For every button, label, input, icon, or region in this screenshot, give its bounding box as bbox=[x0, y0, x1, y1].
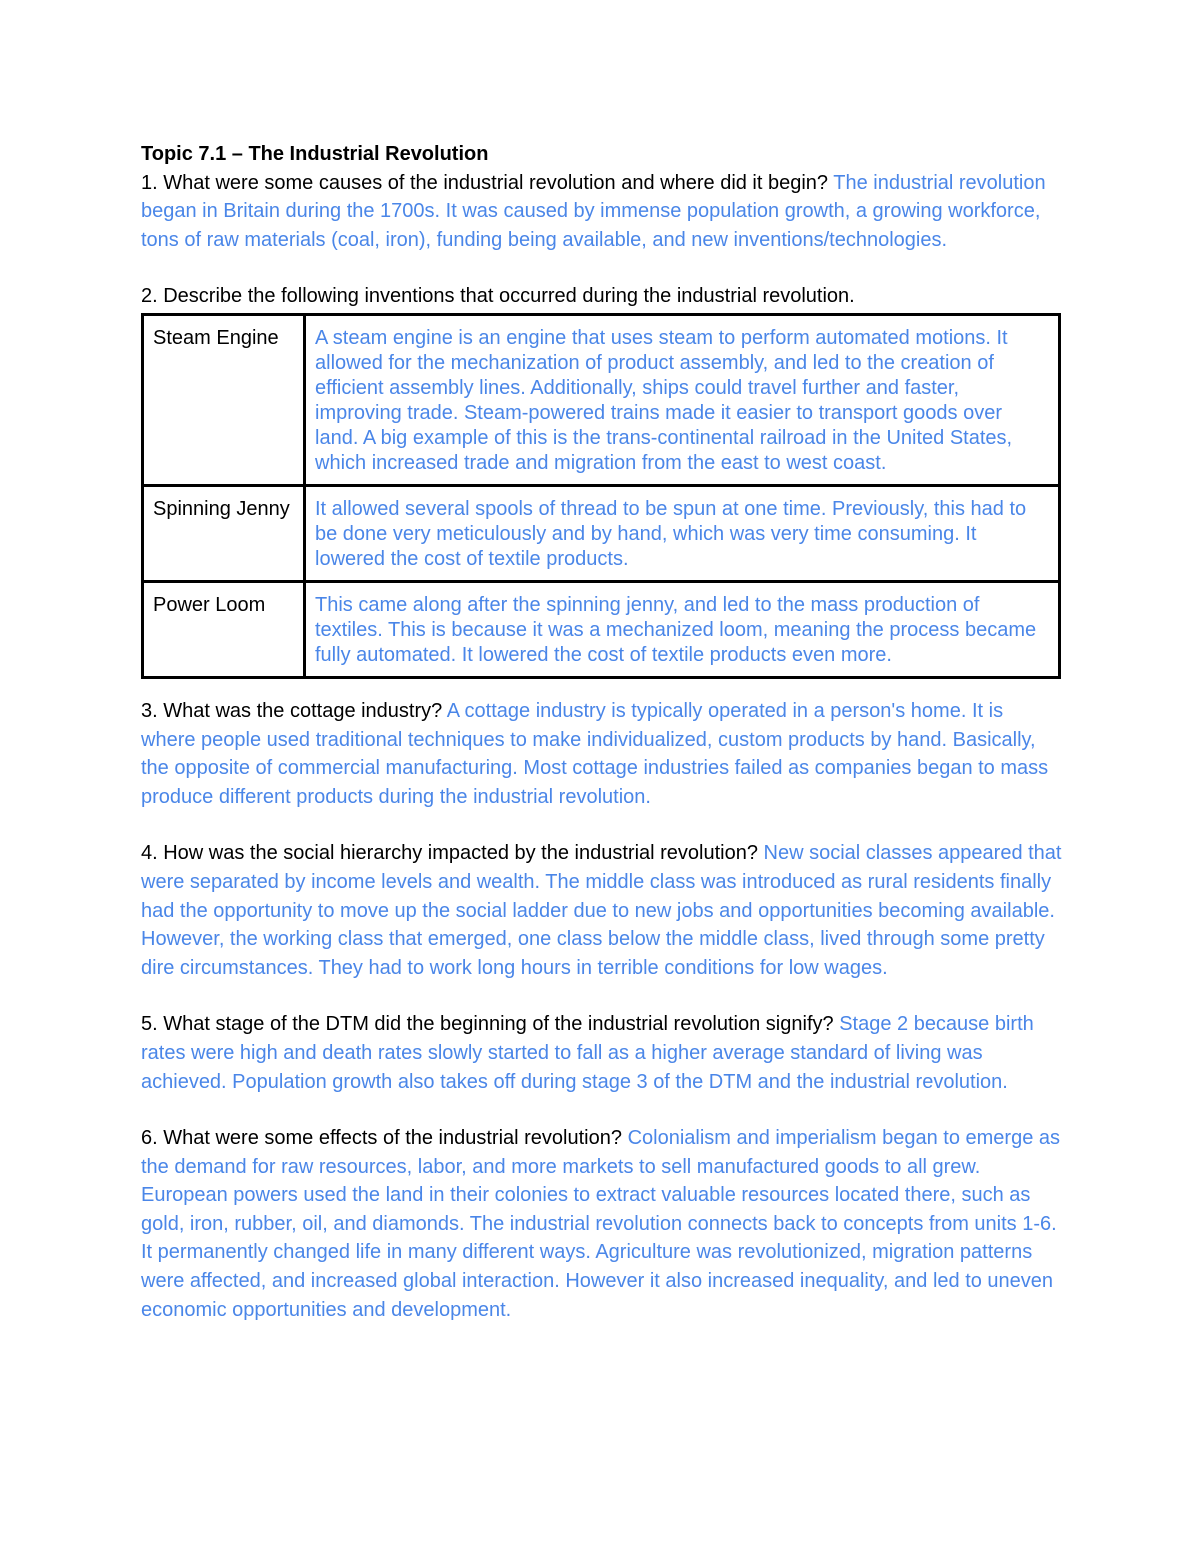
question-4-text: 4. How was the social hierarchy impacted by the industrial revolution? bbox=[141, 842, 758, 865]
invention-name: Spinning Jenny bbox=[143, 485, 305, 581]
table-row bbox=[143, 581, 1060, 677]
question-3-text: 3. What was the cottage industry? bbox=[141, 699, 443, 722]
invention-description: It allowed several spools of thread to be spun at one time. Previously, this had to be done very meticulously and by hand, which was very time consuming. It lowered the cost of textile products. bbox=[305, 485, 1060, 581]
question-2-text: 2. Describe the following inventions that occurred during the industrial revolution. bbox=[141, 285, 855, 308]
table-row bbox=[143, 485, 1060, 581]
document-page bbox=[141, 140, 1063, 1324]
question-1 bbox=[141, 169, 1063, 255]
question-5-text: 5. What stage of the DTM did the beginning of the industrial revolution signify? bbox=[141, 1013, 834, 1036]
invention-name: Power Loom bbox=[143, 581, 305, 677]
question-3 bbox=[141, 697, 1063, 811]
answer-3: A cottage industry is typically operated in a person's home. It is where people used traditional techniques to make individualized, custom products by hand. Basically, the opposite of commercial manufacturing. Most cottage industries failed as companies began to mass produce different products during the industrial revolution. bbox=[141, 699, 1049, 808]
question-1-text: 1. What were some causes of the industrial revolution and where did it begin? bbox=[141, 171, 829, 194]
answer-4: New social classes appeared that were separated by income levels and wealth. The middle class was introduced as rural residents finally had the opportunity to move up the social ladder due to new jobs and opportunities becoming available. However, the working class that emerged, one class below the middle class, lived through some pretty dire circumstances. They had to work long hours in terrible conditions for low wages. bbox=[141, 842, 1062, 979]
answer-6: Colonialism and imperialism began to emerge as the demand for raw resources, labor, and more markets to sell manufactured goods to all grew. European powers used the land in their colonies to extract valuable resources located there, such as gold, iron, rubber, oil, and diamonds. The industrial revolution connects back to concepts from units 1-6. It permanently changed life in many different ways. Agriculture was revolutionized, migration patterns were affected, and increased global interaction. However it also increased inequality, and led to uneven economic opportunities and development. bbox=[141, 1127, 1060, 1321]
invention-description: This came along after the spinning jenny, and led to the mass production of textiles. This is because it was a mechanized loom, meaning the process became fully automated. It lowered the cost of textile products even more. bbox=[305, 581, 1060, 677]
page-title: Topic 7.1 – The Industrial Revolution bbox=[141, 143, 489, 165]
question-6 bbox=[141, 1124, 1063, 1324]
question-4 bbox=[141, 839, 1063, 982]
inventions-table bbox=[141, 313, 1061, 679]
answer-5: Stage 2 because birth rates were high and death rates slowly started to fall as a higher average standard of living was achieved. Population growth also takes off during stage 3 of the DTM and the industrial revolution. bbox=[141, 1013, 1034, 1093]
answer-1: The industrial revolution began in Britain during the 1700s. It was caused by immense population growth, a growing workforce, tons of raw materials (coal, iron), funding being available, and new inventions/technologies. bbox=[141, 171, 1046, 251]
invention-description: A steam engine is an engine that uses steam to perform automated motions. It allowed for the mechanization of product assembly, and led to the creation of efficient assembly lines. Additionally, ships could travel further and faster, improving trade. Steam-powered trains made it easier to transport goods over land. A big example of this is the trans-continental railroad in the United States, which increased trade and migration from the east to west coast. bbox=[305, 314, 1060, 485]
question-6-text: 6. What were some effects of the industrial revolution? bbox=[141, 1127, 622, 1150]
invention-name: Steam Engine bbox=[143, 314, 305, 485]
question-5 bbox=[141, 1010, 1063, 1096]
table-row bbox=[143, 314, 1060, 485]
